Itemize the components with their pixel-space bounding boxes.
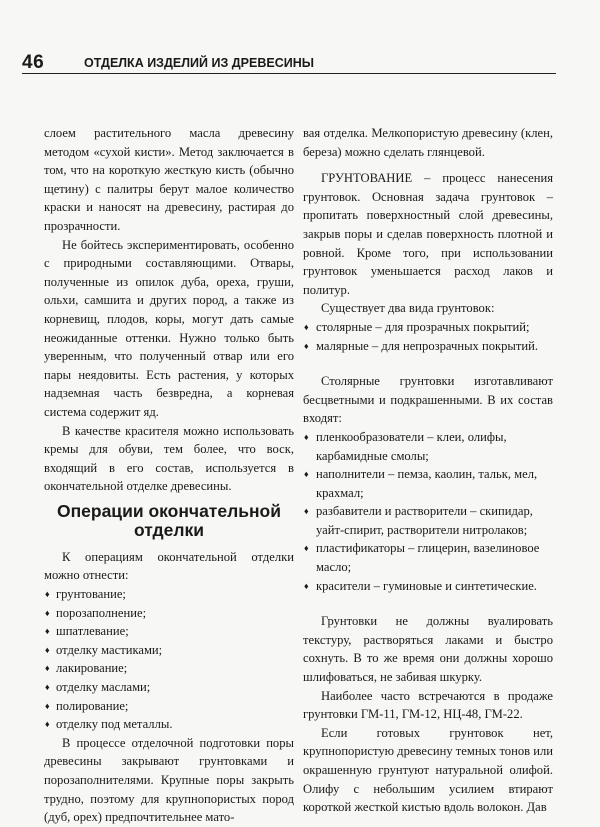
section-heading-line: отделки <box>133 519 205 540</box>
paragraph: Существует два вида грунтовок: <box>321 301 495 316</box>
section-heading <box>44 502 294 540</box>
section-heading-line: Операции окончательной <box>56 500 282 521</box>
paragraph: вая отделка. Мелкопористую древесину (клен, береза) можно сделать глянцевой. <box>303 126 553 159</box>
list-item: ♦ пленкообразователи – клеи, олифы, карбамидные смолы; <box>303 428 553 465</box>
list-item: ♦ отделку маслами; <box>44 678 294 697</box>
operations-list <box>44 585 294 734</box>
list-item: ♦ красители – гуминовые и синтетические. <box>303 577 553 596</box>
list-item: ♦ отделку под металлы. <box>44 715 294 734</box>
list-item: ♦ пластификаторы – глицерин, вазелиновое масло; <box>303 539 553 576</box>
paragraph: В процессе отделочной подготовки поры древесины закрывают грунтовками и порозаполнителями. Крупные поры закрыть трудно, поэтому для крупнопористых пород (дуб, орех) предпочтительнее мато- <box>44 735 294 825</box>
list-item: ♦ наполнители – пемза, каолин, тальк, мел, крахмал; <box>303 465 553 502</box>
paragraph: слоем растительного масла древесину методом «сухой кисти». Метод заключается в том, что на короткую жесткую кисть (обычно щетину) с палитры берут малое количество краски и наносят на древесину, растирая до прозрачности. <box>44 126 294 233</box>
left-column <box>44 124 294 827</box>
page-number: 46 <box>22 52 45 73</box>
running-title: ОТДЕЛКА ИЗДЕЛИЙ ИЗ ДРЕВЕСИНЫ <box>84 56 314 70</box>
list-item: ♦ шпатлевание; <box>44 622 294 641</box>
list-item: ♦ отделку мастиками; <box>44 641 294 660</box>
paragraph: Не бойтесь экспериментировать, особенно с природными составляющими. Отвары, полученные из опилок дуба, ореха, груши, ольхи, самшита и других пород, а также из корневищ, плодов, коры, могут дать самые неожиданные оттенки. Нужно только быть уверенным, что полученный отвар или его пары неядовиты. Есть растения, у которых надземная часть безвредна, а корневая система содержит яд. <box>44 237 294 419</box>
list-item: ♦ грунтование; <box>44 585 294 604</box>
paragraph: ГРУНТОВАНИЕ – процесс нанесения грунтовок. Основная задача грунтовок – пропитать поверхностный слой древесины, закрыв поры и сделав поверхность плотной и ровной. Кроме того, при использовании грунтовок уменьшается расход лаков и политур. <box>303 171 553 297</box>
paragraph: Столярные грунтовки изготавливают бесцветными и подкрашенными. В их состав входят: <box>303 374 553 426</box>
list-item: ♦ столярные – для прозрачных покрытий; <box>303 318 553 337</box>
list-item: ♦ разбавители и растворители – скипидар, уайт-спирит, растворители нитролаков; <box>303 502 553 539</box>
paragraph: Грунтовки не должны вуалировать текстуру, растворяться лаками и быстро сохнуть. В то же время они должны хорошо шлифоваться, не забивая шкурку. <box>303 614 553 685</box>
list-item: ♦ малярные – для непрозрачных покрытий. <box>303 337 553 356</box>
paragraph: К операциям окончательной отделки можно отнести: <box>44 549 294 583</box>
paragraph: Наиболее часто встречаются в продаже грунтовки ГМ-11, ГМ-12, НЦ-48, ГМ-22. <box>303 688 553 722</box>
primer-kinds-list <box>303 318 553 355</box>
primer-components-list <box>303 428 553 595</box>
paragraph: Если готовых грунтовок нет, крупнопористую древесину темных тонов или окрашенную грунтуют натуральной олифой. Олифу с небольшим усилием втирают короткой жесткой кистью вдоль волокон. Дав <box>303 725 553 815</box>
list-item: ♦ полирование; <box>44 697 294 716</box>
right-column <box>303 124 553 817</box>
header-rule <box>22 73 556 74</box>
paragraph: В качестве красителя можно использовать кремы для обуви, тем более, что воск, входящий в его состав, используется в окончательной отделке древесины. <box>44 423 294 494</box>
list-item: ♦ порозаполнение; <box>44 604 294 623</box>
list-item: ♦ лакирование; <box>44 659 294 678</box>
